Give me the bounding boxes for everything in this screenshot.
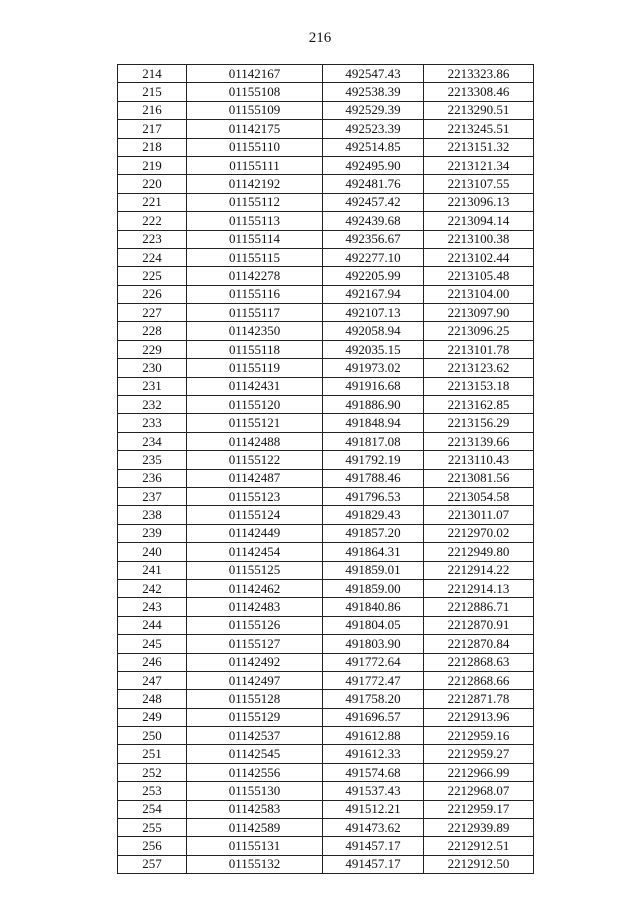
- x-coordinate-cell: 492035.15: [323, 340, 424, 358]
- point-number-cell: 223: [118, 230, 187, 248]
- table-row: [118, 782, 534, 800]
- table-row: [118, 819, 534, 837]
- point-id-cell: 01155114: [187, 230, 323, 248]
- y-coordinate-cell: 2213094.14: [424, 212, 534, 230]
- y-coordinate-cell: 2213011.07: [424, 506, 534, 524]
- x-coordinate-cell: 491788.46: [323, 469, 424, 487]
- page-number: 216: [308, 30, 332, 46]
- y-coordinate-cell: 2213123.62: [424, 359, 534, 377]
- table-row: [118, 212, 534, 230]
- x-coordinate-cell: 492439.68: [323, 212, 424, 230]
- table-row: [118, 340, 534, 358]
- point-id-cell: 01142167: [187, 65, 323, 83]
- x-coordinate-cell: 492277.10: [323, 248, 424, 266]
- x-coordinate-cell: 491696.57: [323, 708, 424, 726]
- x-coordinate-cell: 491804.05: [323, 616, 424, 634]
- point-number-cell: 232: [118, 396, 187, 414]
- table-row: [118, 285, 534, 303]
- point-number-cell: 220: [118, 175, 187, 193]
- table-row: [118, 322, 534, 340]
- point-id-cell: 01142583: [187, 800, 323, 818]
- y-coordinate-cell: 2213110.43: [424, 451, 534, 469]
- point-id-cell: 01155130: [187, 782, 323, 800]
- table-row: [118, 543, 534, 561]
- x-coordinate-cell: 491457.17: [323, 837, 424, 855]
- table-row: [118, 432, 534, 450]
- table-row: [118, 561, 534, 579]
- point-number-cell: 233: [118, 414, 187, 432]
- point-id-cell: 01142431: [187, 377, 323, 395]
- table-row: [118, 120, 534, 138]
- table-row: [118, 138, 534, 156]
- table-row: [118, 579, 534, 597]
- y-coordinate-cell: 2213096.13: [424, 193, 534, 211]
- table-row: [118, 837, 534, 855]
- x-coordinate-cell: 491817.08: [323, 432, 424, 450]
- table-row: [118, 304, 534, 322]
- x-coordinate-cell: 491857.20: [323, 524, 424, 542]
- point-id-cell: 01155111: [187, 156, 323, 174]
- point-number-cell: 247: [118, 671, 187, 689]
- y-coordinate-cell: 2213096.25: [424, 322, 534, 340]
- point-number-cell: 225: [118, 267, 187, 285]
- point-id-cell: 01142556: [187, 763, 323, 781]
- table-row: [118, 359, 534, 377]
- point-number-cell: 238: [118, 506, 187, 524]
- point-id-cell: 01155124: [187, 506, 323, 524]
- point-id-cell: 01155123: [187, 487, 323, 505]
- y-coordinate-cell: 2213100.38: [424, 230, 534, 248]
- point-number-cell: 222: [118, 212, 187, 230]
- x-coordinate-cell: 491840.86: [323, 598, 424, 616]
- point-number-cell: 242: [118, 579, 187, 597]
- y-coordinate-cell: 2213101.78: [424, 340, 534, 358]
- y-coordinate-cell: 2212970.02: [424, 524, 534, 542]
- point-id-cell: 01155112: [187, 193, 323, 211]
- x-coordinate-cell: 491473.62: [323, 819, 424, 837]
- table-row: [118, 616, 534, 634]
- point-number-cell: 252: [118, 763, 187, 781]
- x-coordinate-cell: 491612.88: [323, 727, 424, 745]
- point-number-cell: 250: [118, 727, 187, 745]
- point-id-cell: 01155121: [187, 414, 323, 432]
- point-number-cell: 255: [118, 819, 187, 837]
- x-coordinate-cell: 491848.94: [323, 414, 424, 432]
- y-coordinate-cell: 2213139.66: [424, 432, 534, 450]
- y-coordinate-cell: 2213308.46: [424, 83, 534, 101]
- point-id-cell: 01142492: [187, 653, 323, 671]
- point-id-cell: 01155127: [187, 635, 323, 653]
- table-body: [118, 65, 534, 874]
- x-coordinate-cell: 491886.90: [323, 396, 424, 414]
- point-number-cell: 257: [118, 855, 187, 873]
- table-row: [118, 855, 534, 873]
- y-coordinate-cell: 2212914.22: [424, 561, 534, 579]
- point-id-cell: 01155115: [187, 248, 323, 266]
- table-row: [118, 727, 534, 745]
- point-number-cell: 218: [118, 138, 187, 156]
- table-row: [118, 635, 534, 653]
- point-number-cell: 254: [118, 800, 187, 818]
- x-coordinate-cell: 491758.20: [323, 690, 424, 708]
- coordinates-table: [117, 64, 534, 874]
- point-id-cell: 01142497: [187, 671, 323, 689]
- y-coordinate-cell: 2212886.71: [424, 598, 534, 616]
- table-row: [118, 377, 534, 395]
- table-row: [118, 708, 534, 726]
- point-number-cell: 224: [118, 248, 187, 266]
- table-row: [118, 671, 534, 689]
- table-row: [118, 800, 534, 818]
- y-coordinate-cell: 2212959.27: [424, 745, 534, 763]
- y-coordinate-cell: 2212870.91: [424, 616, 534, 634]
- table-row: [118, 175, 534, 193]
- y-coordinate-cell: 2213105.48: [424, 267, 534, 285]
- x-coordinate-cell: 491772.64: [323, 653, 424, 671]
- table-row: [118, 653, 534, 671]
- point-id-cell: 01142192: [187, 175, 323, 193]
- point-number-cell: 235: [118, 451, 187, 469]
- point-id-cell: 01142278: [187, 267, 323, 285]
- y-coordinate-cell: 2212912.51: [424, 837, 534, 855]
- point-id-cell: 01155110: [187, 138, 323, 156]
- point-id-cell: 01155117: [187, 304, 323, 322]
- x-coordinate-cell: 492523.39: [323, 120, 424, 138]
- point-number-cell: 236: [118, 469, 187, 487]
- point-number-cell: 234: [118, 432, 187, 450]
- y-coordinate-cell: 2213323.86: [424, 65, 534, 83]
- point-id-cell: 01155119: [187, 359, 323, 377]
- table-row: [118, 101, 534, 119]
- y-coordinate-cell: 2213162.85: [424, 396, 534, 414]
- point-id-cell: 01142449: [187, 524, 323, 542]
- y-coordinate-cell: 2213245.51: [424, 120, 534, 138]
- y-coordinate-cell: 2213107.55: [424, 175, 534, 193]
- point-number-cell: 228: [118, 322, 187, 340]
- x-coordinate-cell: 491796.53: [323, 487, 424, 505]
- point-id-cell: 01142454: [187, 543, 323, 561]
- y-coordinate-cell: 2213151.32: [424, 138, 534, 156]
- x-coordinate-cell: 492107.13: [323, 304, 424, 322]
- x-coordinate-cell: 491457.17: [323, 855, 424, 873]
- x-coordinate-cell: 492495.90: [323, 156, 424, 174]
- x-coordinate-cell: 492514.85: [323, 138, 424, 156]
- y-coordinate-cell: 2212913.96: [424, 708, 534, 726]
- point-id-cell: 01155122: [187, 451, 323, 469]
- point-number-cell: 246: [118, 653, 187, 671]
- point-id-cell: 01142545: [187, 745, 323, 763]
- point-number-cell: 217: [118, 120, 187, 138]
- y-coordinate-cell: 2213104.00: [424, 285, 534, 303]
- point-number-cell: 215: [118, 83, 187, 101]
- point-number-cell: 243: [118, 598, 187, 616]
- table-row: [118, 83, 534, 101]
- table-row: [118, 469, 534, 487]
- point-id-cell: 01155129: [187, 708, 323, 726]
- point-number-cell: 216: [118, 101, 187, 119]
- y-coordinate-cell: 2212912.50: [424, 855, 534, 873]
- point-id-cell: 01155113: [187, 212, 323, 230]
- point-id-cell: 01142483: [187, 598, 323, 616]
- point-id-cell: 01155109: [187, 101, 323, 119]
- y-coordinate-cell: 2213121.34: [424, 156, 534, 174]
- table-row: [118, 763, 534, 781]
- point-number-cell: 248: [118, 690, 187, 708]
- table-row: [118, 414, 534, 432]
- table-row: [118, 156, 534, 174]
- point-number-cell: 226: [118, 285, 187, 303]
- point-id-cell: 01142589: [187, 819, 323, 837]
- x-coordinate-cell: 491859.00: [323, 579, 424, 597]
- point-id-cell: 01155118: [187, 340, 323, 358]
- point-id-cell: 01142487: [187, 469, 323, 487]
- point-id-cell: 01142462: [187, 579, 323, 597]
- point-number-cell: 221: [118, 193, 187, 211]
- y-coordinate-cell: 2212949.80: [424, 543, 534, 561]
- point-id-cell: 01142537: [187, 727, 323, 745]
- point-number-cell: 251: [118, 745, 187, 763]
- point-number-cell: 240: [118, 543, 187, 561]
- point-number-cell: 249: [118, 708, 187, 726]
- table-row: [118, 193, 534, 211]
- y-coordinate-cell: 2212939.89: [424, 819, 534, 837]
- table-row: [118, 248, 534, 266]
- x-coordinate-cell: 491792.19: [323, 451, 424, 469]
- point-id-cell: 01155128: [187, 690, 323, 708]
- point-number-cell: 256: [118, 837, 187, 855]
- point-id-cell: 01155125: [187, 561, 323, 579]
- y-coordinate-cell: 2213081.56: [424, 469, 534, 487]
- y-coordinate-cell: 2213153.18: [424, 377, 534, 395]
- point-number-cell: 241: [118, 561, 187, 579]
- y-coordinate-cell: 2212868.63: [424, 653, 534, 671]
- y-coordinate-cell: 2212966.99: [424, 763, 534, 781]
- y-coordinate-cell: 2212868.66: [424, 671, 534, 689]
- point-id-cell: 01155108: [187, 83, 323, 101]
- point-number-cell: 214: [118, 65, 187, 83]
- table-row: [118, 396, 534, 414]
- y-coordinate-cell: 2212968.07: [424, 782, 534, 800]
- point-id-cell: 01155116: [187, 285, 323, 303]
- point-number-cell: 253: [118, 782, 187, 800]
- x-coordinate-cell: 491829.43: [323, 506, 424, 524]
- point-id-cell: 01155131: [187, 837, 323, 855]
- x-coordinate-cell: 492547.43: [323, 65, 424, 83]
- x-coordinate-cell: 491537.43: [323, 782, 424, 800]
- point-id-cell: 01155126: [187, 616, 323, 634]
- table-row: [118, 524, 534, 542]
- y-coordinate-cell: 2213156.29: [424, 414, 534, 432]
- y-coordinate-cell: 2212914.13: [424, 579, 534, 597]
- table-row: [118, 598, 534, 616]
- y-coordinate-cell: 2212871.78: [424, 690, 534, 708]
- x-coordinate-cell: 492167.94: [323, 285, 424, 303]
- table-row: [118, 690, 534, 708]
- x-coordinate-cell: 491772.47: [323, 671, 424, 689]
- table-row: [118, 506, 534, 524]
- y-coordinate-cell: 2212959.17: [424, 800, 534, 818]
- table-row: [118, 65, 534, 83]
- y-coordinate-cell: 2212870.84: [424, 635, 534, 653]
- point-number-cell: 227: [118, 304, 187, 322]
- x-coordinate-cell: 491916.68: [323, 377, 424, 395]
- x-coordinate-cell: 491973.02: [323, 359, 424, 377]
- table-row: [118, 230, 534, 248]
- y-coordinate-cell: 2212959.16: [424, 727, 534, 745]
- table-row: [118, 451, 534, 469]
- table-row: [118, 745, 534, 763]
- y-coordinate-cell: 2213097.90: [424, 304, 534, 322]
- x-coordinate-cell: 492529.39: [323, 101, 424, 119]
- point-number-cell: 230: [118, 359, 187, 377]
- point-number-cell: 239: [118, 524, 187, 542]
- point-number-cell: 237: [118, 487, 187, 505]
- x-coordinate-cell: 491612.33: [323, 745, 424, 763]
- point-id-cell: 01142488: [187, 432, 323, 450]
- x-coordinate-cell: 491859.01: [323, 561, 424, 579]
- point-id-cell: 01155120: [187, 396, 323, 414]
- y-coordinate-cell: 2213054.58: [424, 487, 534, 505]
- x-coordinate-cell: 492205.99: [323, 267, 424, 285]
- x-coordinate-cell: 492457.42: [323, 193, 424, 211]
- point-number-cell: 229: [118, 340, 187, 358]
- x-coordinate-cell: 492058.94: [323, 322, 424, 340]
- x-coordinate-cell: 492538.39: [323, 83, 424, 101]
- y-coordinate-cell: 2213102.44: [424, 248, 534, 266]
- table-row: [118, 267, 534, 285]
- point-id-cell: 01142350: [187, 322, 323, 340]
- table-row: [118, 487, 534, 505]
- y-coordinate-cell: 2213290.51: [424, 101, 534, 119]
- point-number-cell: 244: [118, 616, 187, 634]
- x-coordinate-cell: 491574.68: [323, 763, 424, 781]
- x-coordinate-cell: 492481.76: [323, 175, 424, 193]
- x-coordinate-cell: 491803.90: [323, 635, 424, 653]
- x-coordinate-cell: 491512.21: [323, 800, 424, 818]
- point-id-cell: 01155132: [187, 855, 323, 873]
- x-coordinate-cell: 492356.67: [323, 230, 424, 248]
- point-number-cell: 219: [118, 156, 187, 174]
- point-number-cell: 231: [118, 377, 187, 395]
- x-coordinate-cell: 491864.31: [323, 543, 424, 561]
- point-id-cell: 01142175: [187, 120, 323, 138]
- point-number-cell: 245: [118, 635, 187, 653]
